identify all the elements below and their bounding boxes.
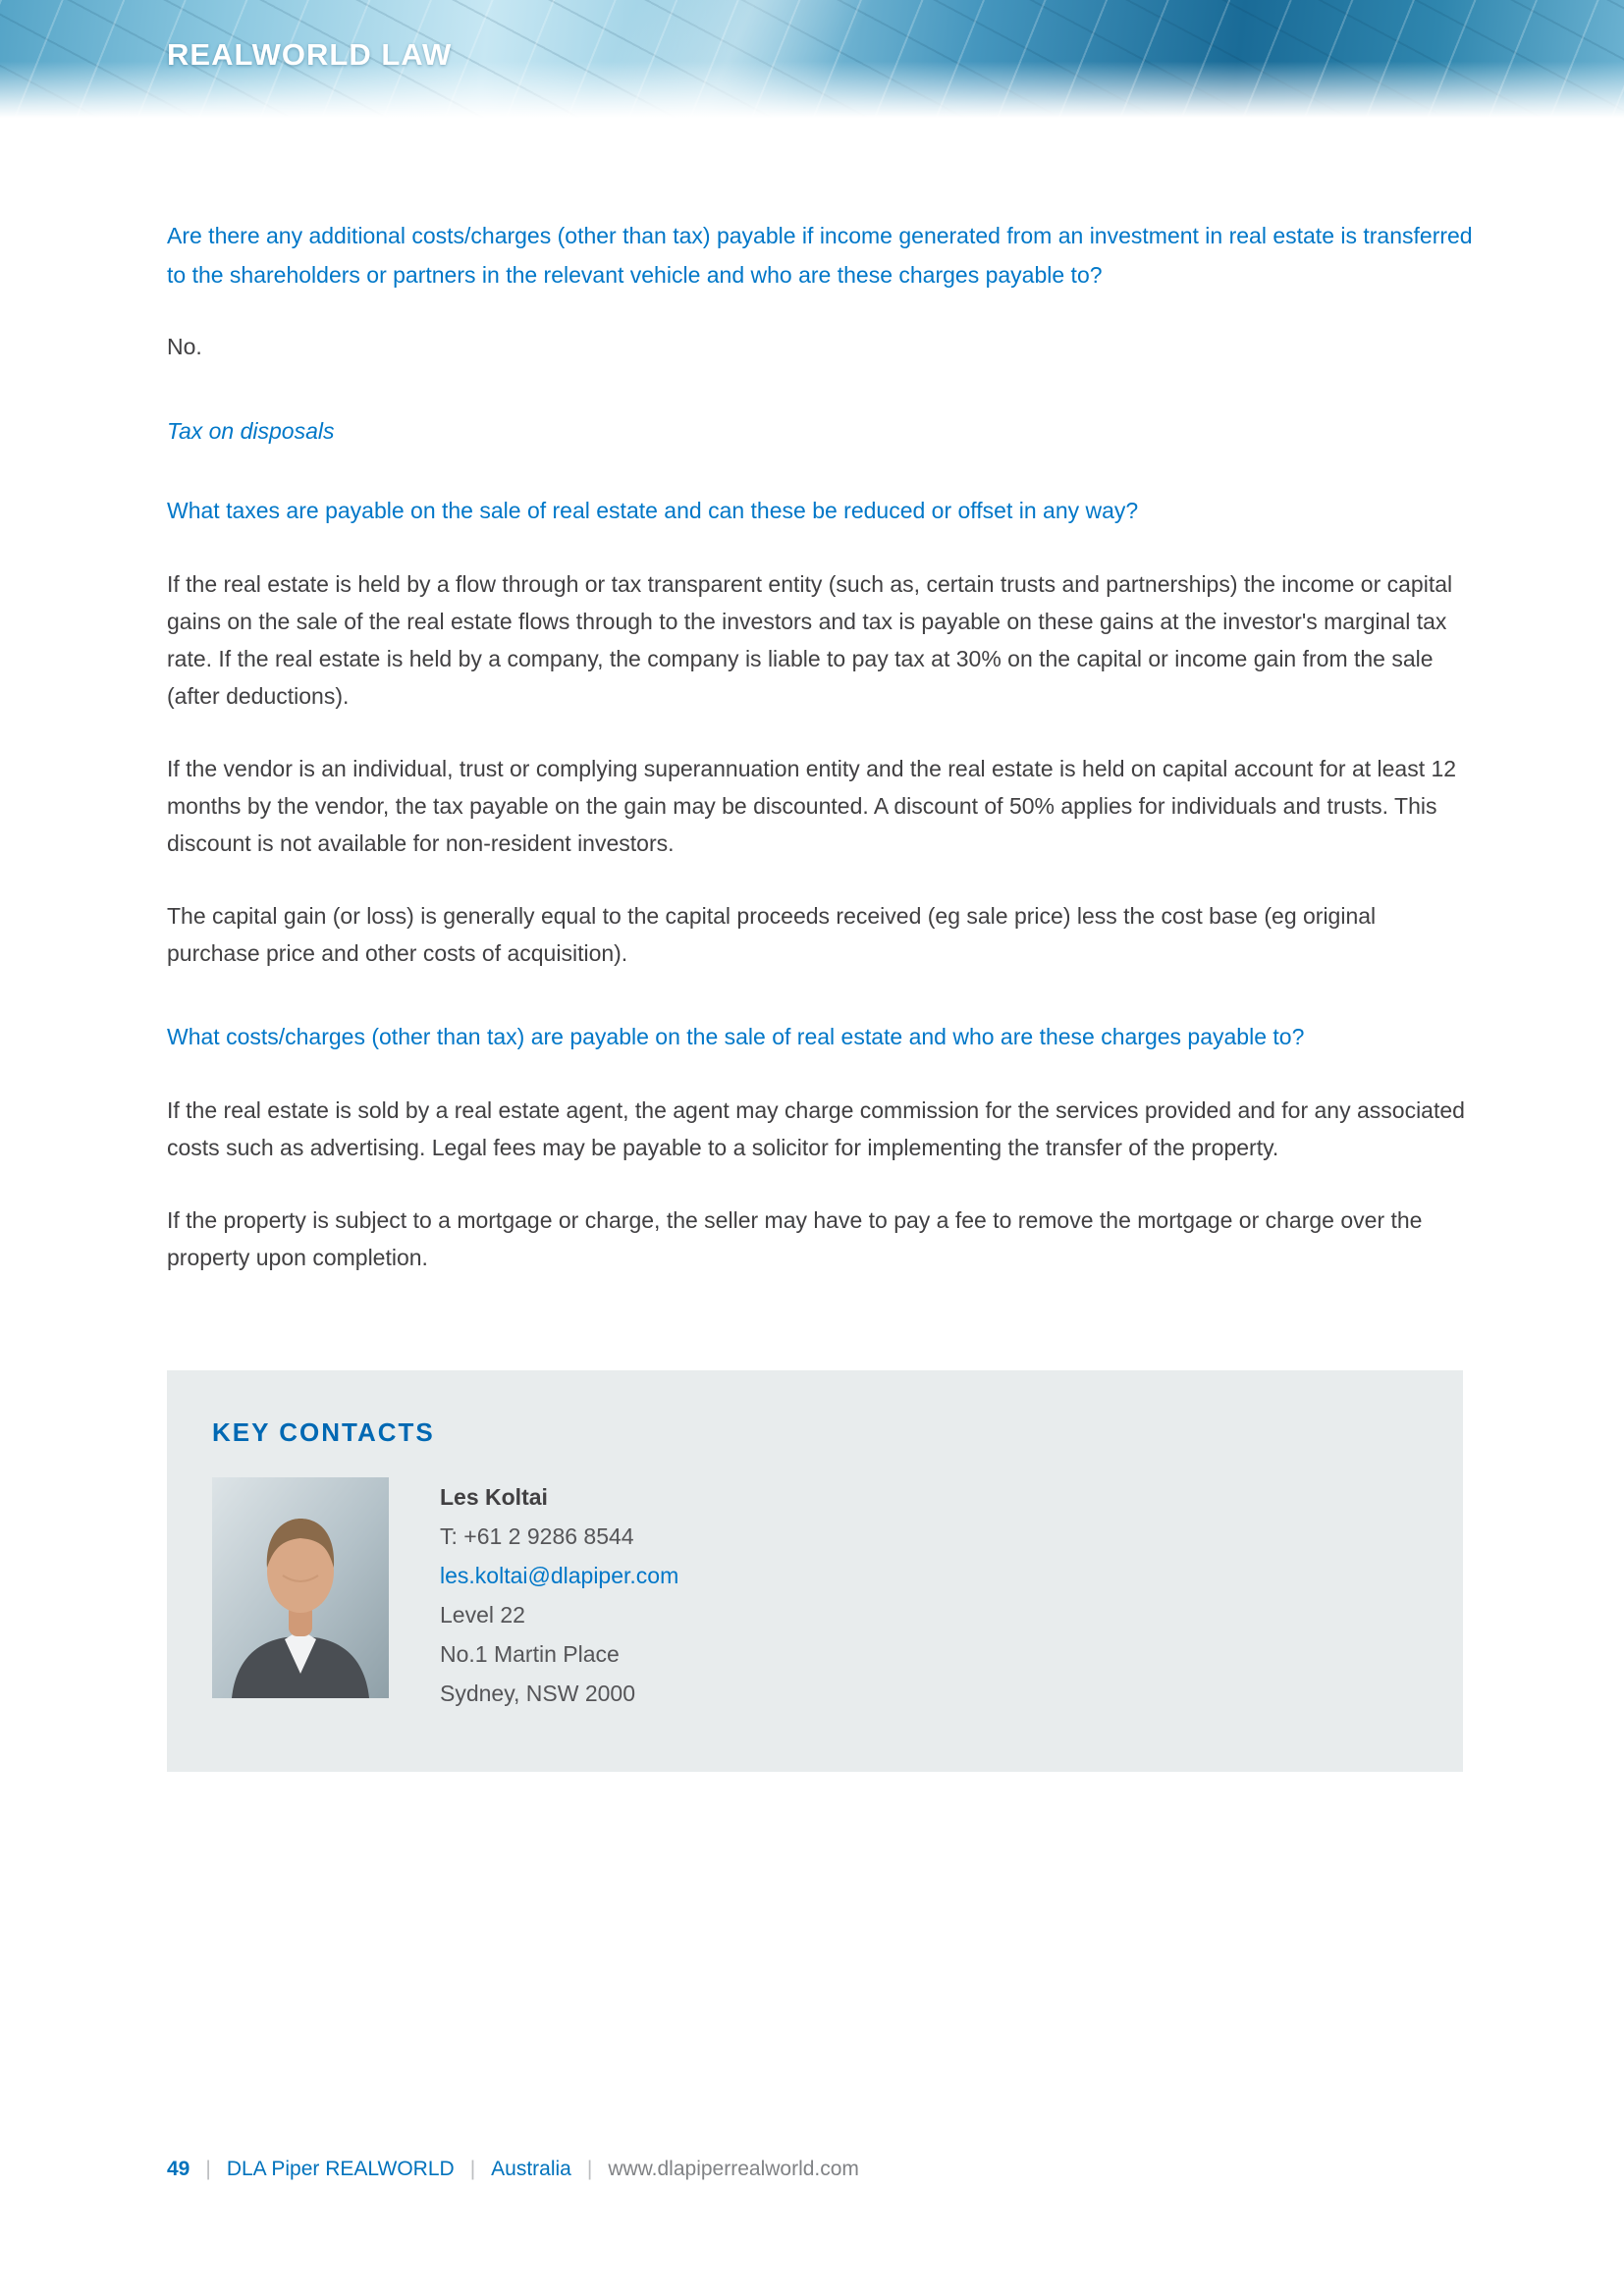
contact-address-line: No.1 Martin Place bbox=[440, 1641, 620, 1667]
paragraph: The capital gain (or loss) is generally equal to the capital proceeds received (eg sale price) less the cost base (eg original purchase price and other costs of acquisition). bbox=[167, 903, 1377, 966]
paragraph: If the real estate is sold by a real estate agent, the agent may charge commission for the services provided and for any associated costs such as advertising. Legal fees may be payable to a solicitor for implementing the transfer of the property. bbox=[167, 1097, 1465, 1160]
footer-separator: | bbox=[205, 2158, 211, 2180]
contact-details bbox=[440, 1477, 678, 1713]
contact-address-line: Level 22 bbox=[440, 1602, 525, 1628]
footer-region: Australia bbox=[491, 2158, 571, 2180]
contact-address-line: Sydney, NSW 2000 bbox=[440, 1681, 636, 1706]
contact-photo bbox=[212, 1477, 389, 1698]
page-footer bbox=[167, 2156, 859, 2183]
section-subheading-tax-on-disposals: Tax on disposals bbox=[167, 418, 335, 444]
contact-name: Les Koltai bbox=[440, 1484, 548, 1510]
page-number: 49 bbox=[167, 2158, 190, 2180]
paragraph: If the property is subject to a mortgage or charge, the seller may have to pay a fee to remove the mortgage or charge over the property upon completion. bbox=[167, 1207, 1423, 1270]
hero-banner bbox=[0, 0, 1624, 118]
question-costs-on-sale: What costs/charges (other than tax) are payable on the sale of real estate and who are these charges payable to? bbox=[167, 1024, 1305, 1049]
answer-no: No. bbox=[167, 334, 202, 359]
footer-brand: DLA Piper REALWORLD bbox=[226, 2158, 455, 2180]
footer-website-link[interactable]: www.dlapiperrealworld.com bbox=[608, 2158, 859, 2180]
question-taxes-on-sale: What taxes are payable on the sale of real estate and can these be reduced or offset in any way? bbox=[167, 498, 1139, 523]
paragraph: If the vendor is an individual, trust or complying superannuation entity and the real estate is held on capital account for at least 12 months by the vendor, the tax payable on the gain may be discounted. A discount of 50% applies for individuals and trusts. This discount is not available for non-resident investors. bbox=[167, 756, 1457, 856]
footer-separator: | bbox=[586, 2158, 593, 2180]
question-additional-costs: Are there any additional costs/charges (other than tax) payable if income generated from an investment in real estate is transferred to the shareholders or partners in the relevant vehicle and who are these charges payable to? bbox=[167, 223, 1473, 288]
footer-separator: | bbox=[469, 2158, 476, 2180]
article-content bbox=[167, 216, 1473, 1276]
key-contacts-title: KEY CONTACTS bbox=[212, 1417, 435, 1447]
contact-phone: T: +61 2 9286 8544 bbox=[440, 1523, 634, 1549]
key-contacts-panel bbox=[167, 1370, 1463, 1772]
contact-email-link[interactable]: les.koltai@dlapiper.com bbox=[440, 1563, 679, 1588]
contact-card bbox=[212, 1477, 1414, 1713]
brand-title: REALWORLD LAW bbox=[167, 37, 453, 72]
paragraph: If the real estate is held by a flow through or tax transparent entity (such as, certain trusts and partnerships) the income or capital gains on the sale of the real estate flows through to the investors and tax is payable on these gains at the investor's marginal tax rate. If the real estate is held by a company, the company is liable to pay tax at 30% on the capital or income gain from the sale (after deductions). bbox=[167, 571, 1453, 709]
